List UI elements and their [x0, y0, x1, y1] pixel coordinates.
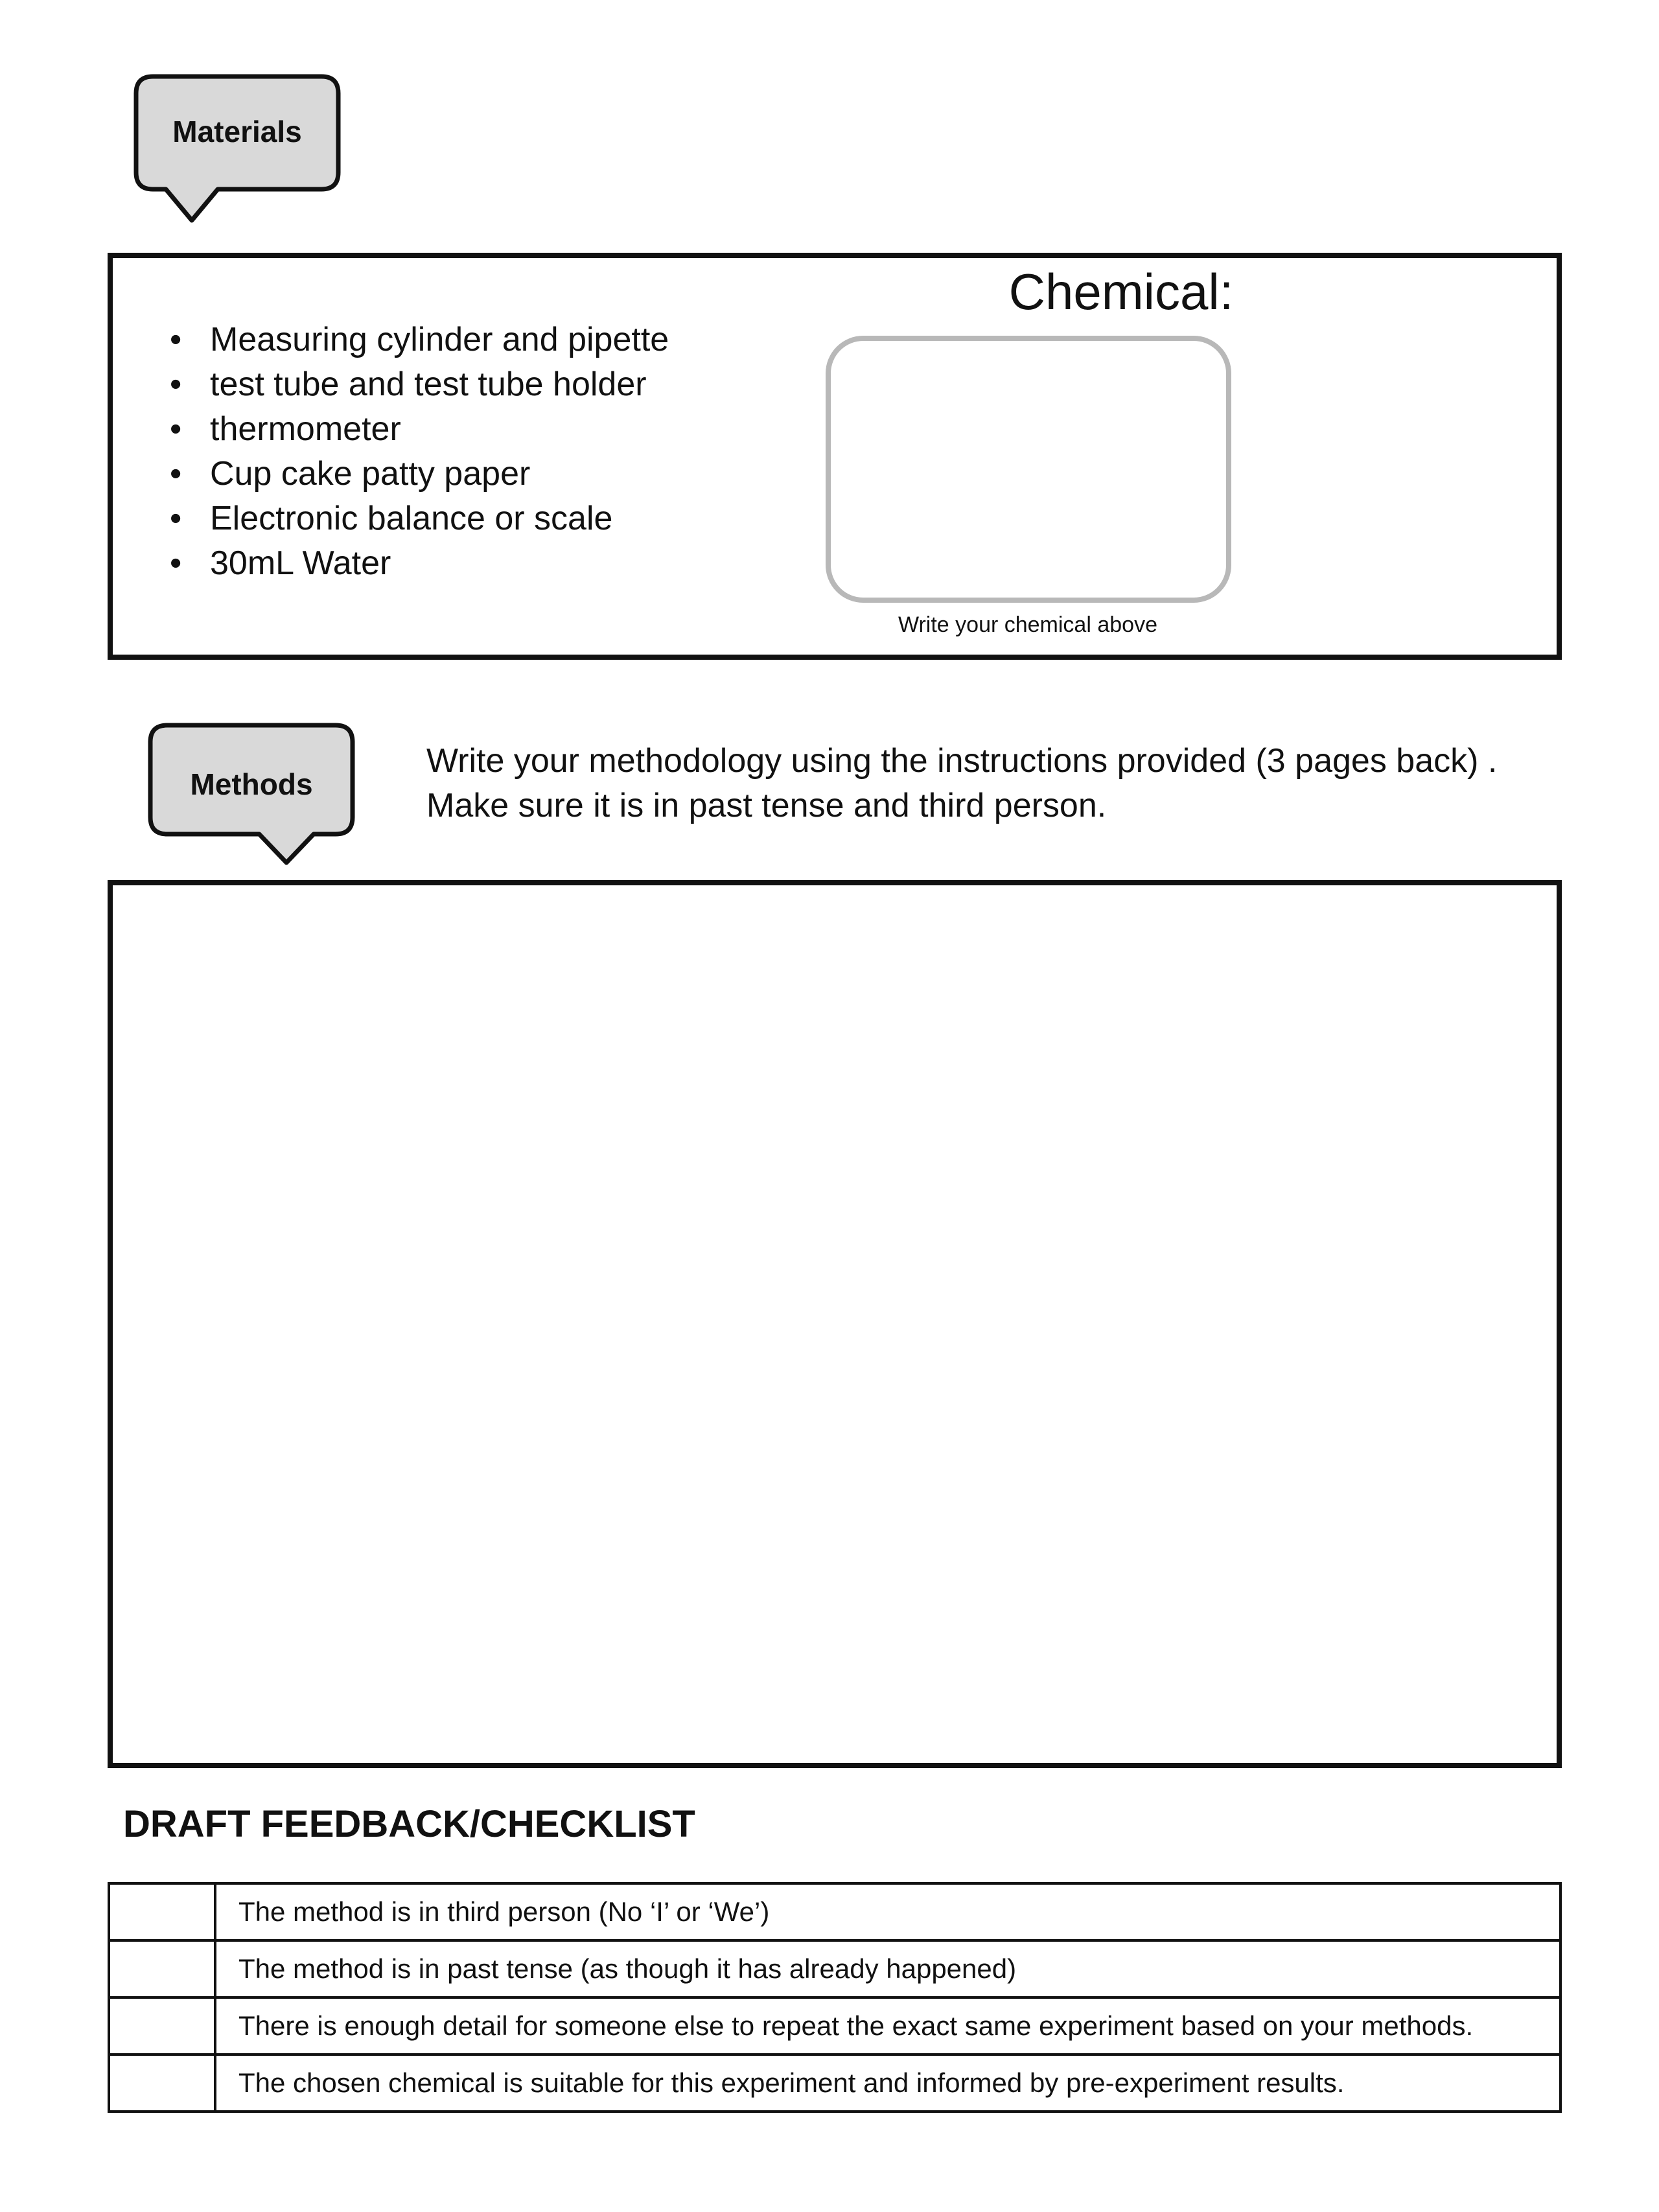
methods-writing-area[interactable]: [108, 880, 1562, 1768]
chemical-heading: Chemical:: [1008, 263, 1234, 320]
table-row: [109, 1940, 1560, 1997]
materials-callout: [133, 74, 341, 223]
list-item: • test tube and test tube holder: [165, 362, 669, 407]
checklist-item: The method is in past tense (as though it has already happened): [215, 1940, 1560, 1997]
list-item: • 30mL Water: [165, 541, 669, 586]
list-item: • Electronic balance or scale: [165, 496, 669, 541]
table-row: [109, 2055, 1560, 2112]
methods-callout: [148, 723, 355, 865]
checkbox-cell[interactable]: [109, 1883, 215, 1940]
speech-bubble-icon: [133, 74, 341, 223]
list-item: • thermometer: [165, 407, 669, 452]
chemical-input-box[interactable]: [826, 336, 1231, 603]
instruction-line: Make sure it is in past tense and third person.: [426, 787, 1107, 824]
table-row: [109, 1997, 1560, 2055]
methods-heading: Methods: [190, 767, 313, 801]
checkbox-cell[interactable]: [109, 1997, 215, 2055]
materials-heading: Materials: [172, 115, 302, 148]
table-row: [109, 1883, 1560, 1940]
instruction-line: Write your methodology using the instructions provided (3 pages back) .: [426, 742, 1498, 780]
checklist-item: The chosen chemical is suitable for this experiment and informed by pre-experiment results.: [215, 2055, 1560, 2112]
checklist-title: DRAFT FEEDBACK/CHECKLIST: [123, 1803, 695, 1845]
materials-list: [165, 318, 669, 586]
checklist-table: [108, 1882, 1562, 2113]
chemical-hint: Write your chemical above: [898, 612, 1157, 637]
checklist-item: There is enough detail for someone else to repeat the exact same experiment based on your methods.: [215, 1997, 1560, 2055]
materials-box: [108, 253, 1562, 660]
list-item: • Cup cake patty paper: [165, 452, 669, 496]
list-item: • Measuring cylinder and pipette: [165, 318, 669, 362]
checkbox-cell[interactable]: [109, 2055, 215, 2112]
checklist-item: The method is in third person (No ‘I’ or ‘We’): [215, 1883, 1560, 1940]
methods-instructions: [426, 739, 1497, 828]
checkbox-cell[interactable]: [109, 1940, 215, 1997]
